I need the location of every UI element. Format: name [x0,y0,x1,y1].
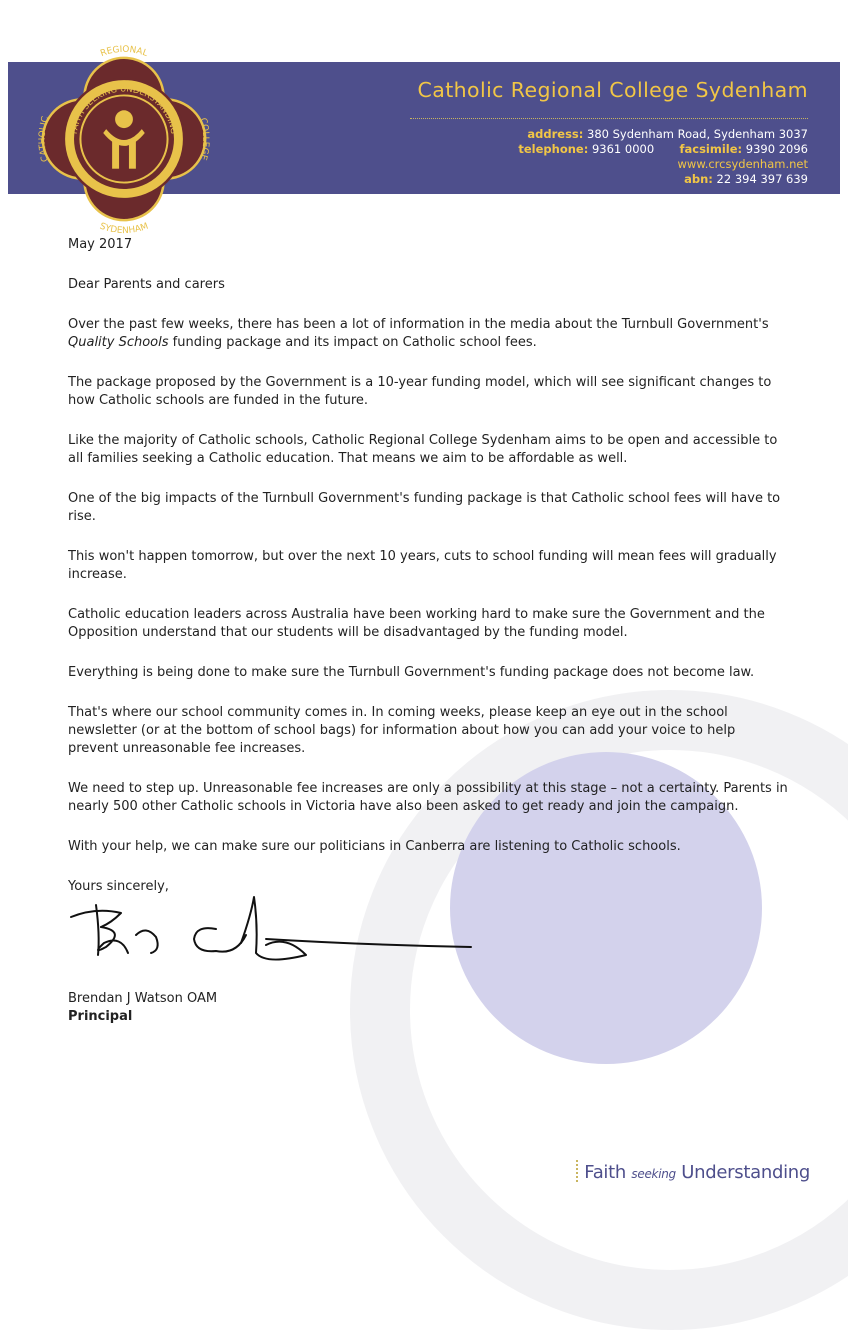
footer-divider [576,1160,578,1182]
footer-seeking: seeking [631,1167,676,1181]
abn-label: abn: [684,172,713,186]
seal-text-bottom: SYDENHAM [98,221,150,237]
svg-text:SYDENHAM [98,222,150,237]
signer-name: Brendan J Watson OAM [68,991,218,1006]
phone-fax-line [518,142,808,157]
facsimile-label: facsimile: [679,142,743,156]
letter-date: May 2017 [68,237,133,252]
paragraph-3: Like the majority of Catholic schools, Catholic Regional College Sydenham aims to be open and accessible to all families seeking a Catholic education. That means we aim to be affordable as well. [68,433,778,466]
letter-body [68,236,788,896]
college-name: Catholic Regional College Sydenham [417,78,808,102]
paragraph-4: One of the big impacts of the Turnbull Government's funding package is that Catholic school fees will have to rise. [68,491,781,524]
footer-faith: Faith [584,1162,626,1183]
quality-schools-italic: Quality Schools [68,335,169,350]
paragraph-5: This won't happen tomorrow, but over the next 10 years, cuts to school funding will mean fees will gradually increase. [68,549,777,582]
seal-text-right: COLLEGE [197,116,211,162]
salutation: Dear Parents and carers [68,277,225,292]
contact-block [518,127,808,187]
address-value: 380 Sydenham Road, Sydenham 3037 [587,127,808,141]
paragraph-6: Catholic education leaders across Australia have been working hard to make sure the Government and the Opposition understand that our students will be disadvantaged by the funding model. [68,607,765,640]
handwritten-signature [66,895,486,975]
closing: Yours sincerely, [68,879,169,894]
footer-understanding: Understanding [681,1162,810,1183]
website-link[interactable]: www.crcsydenham.net [677,157,808,171]
footer-motto [576,1160,810,1183]
paragraph-7: Everything is being done to make sure the Turnbull Government's funding package does not become law. [68,665,755,680]
paragraph-1-start: Over the past few weeks, there has been a lot of information in the media about the Turnbull Government's [68,317,769,332]
signer-block [68,990,217,1026]
address-label: address: [527,127,584,141]
college-seal-logo [25,40,223,238]
paragraph-10: With your help, we can make sure our politicians in Canberra are listening to Catholic schools. [68,839,681,854]
paragraph-9: We need to step up. Unreasonable fee increases are only a possibility at this stage – not a certainty. Parents in nearly 500 other Catholic schools in Victoria have also been asked to get ready and join the campaign. [68,781,788,814]
seal-text-left: CATHOLIC [37,115,51,163]
seal-motto: FAITH SEEKING UNDERSTANDING [68,83,180,135]
paragraph-1 [68,316,788,352]
website-line [518,157,808,172]
seal-text-top: REGIONAL [99,44,149,60]
header-divider [410,118,808,119]
facsimile-value: 9390 2096 [745,142,808,156]
paragraph-1-end: funding package and its impact on Catholic school fees. [172,335,537,350]
telephone-label: telephone: [518,142,589,156]
telephone-value: 9361 0000 [591,142,655,156]
paragraph-2: The package proposed by the Government is a 10-year funding model, which will see significant changes to how Catholic schools are funded in the future. [68,375,772,408]
abn-line [518,172,808,187]
signer-title: Principal [68,1009,133,1024]
abn-value: 22 394 397 639 [716,172,808,186]
paragraph-8: That's where our school community comes in. In coming weeks, please keep an eye out in the school newsletter (or at the bottom of school bags) for information about how you can add your voice to help prevent unreasonable fee increases. [68,705,736,756]
address-line [518,127,808,142]
